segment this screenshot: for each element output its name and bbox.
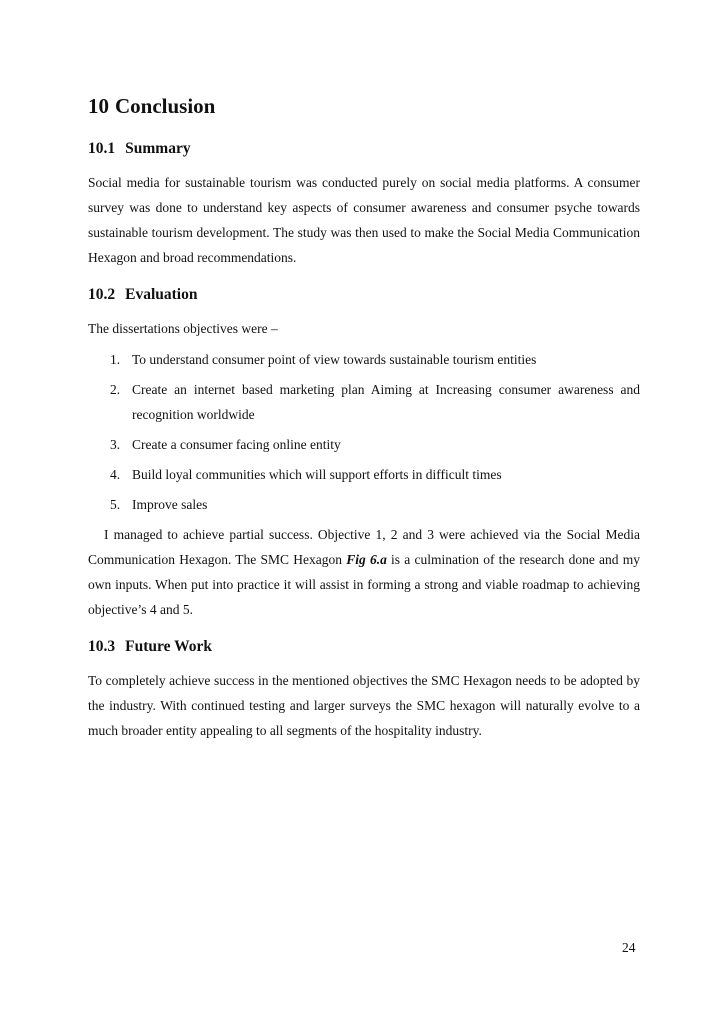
summary-section	[88, 138, 640, 270]
list-marker: 4.	[110, 467, 121, 482]
list-marker: 3.	[110, 437, 121, 452]
list-marker: 5.	[110, 497, 121, 512]
chapter-number: 10	[88, 94, 109, 118]
future-work-heading	[88, 636, 640, 658]
list-item-text: Build loyal communities which will support efforts in difficult times	[132, 467, 502, 482]
list-marker: 1.	[110, 352, 121, 367]
list-item-text: Create an internet based marketing plan Aiming at Increasing consumer awareness and recognition worldwide	[132, 382, 640, 422]
list-item	[88, 377, 640, 427]
objectives-list	[88, 347, 640, 517]
future-work-number: 10.3	[88, 638, 116, 655]
chapter-heading	[88, 92, 640, 120]
evaluation-conclusion-part1: I managed to achieve partial success. Objective 1, 2 and 3 were achieved via the Social Media Communication Hexagon. The SMC Hexagon	[88, 527, 640, 567]
future-work-title: Future Work	[125, 638, 212, 655]
evaluation-title: Evaluation	[125, 286, 198, 303]
list-item-text: To understand consumer point of view towards sustainable tourism entities	[132, 352, 537, 367]
page-number: 24	[622, 940, 636, 955]
list-item	[88, 432, 640, 457]
list-marker: 2.	[110, 382, 121, 397]
evaluation-number: 10.2	[88, 286, 116, 303]
summary-title: Summary	[125, 140, 191, 157]
summary-heading	[88, 138, 640, 160]
summary-number: 10.1	[88, 140, 116, 157]
chapter-title: Conclusion	[115, 94, 216, 118]
list-item	[88, 347, 640, 372]
list-item-text: Improve sales	[132, 497, 208, 512]
future-work-paragraph: To completely achieve success in the mentioned objectives the SMC Hexagon needs to be adopted by the industry. With continued testing and larger surveys the SMC hexagon will naturally evolve to a much broader entity appealing to all segments of the hospitality industry.	[88, 673, 640, 738]
list-item-text: Create a consumer facing online entity	[132, 437, 341, 452]
evaluation-intro: The dissertations objectives were –	[88, 321, 278, 336]
figure-reference: Fig 6.a	[346, 552, 387, 567]
page-content	[88, 92, 640, 753]
evaluation-conclusion-part2: is a culmination of the research done and my own inputs. When put into practice it will assist in forming a strong and viable roadmap to achieving objective’s 4 and 5.	[88, 552, 641, 617]
evaluation-conclusion-paragraph	[88, 522, 640, 622]
evaluation-section	[88, 284, 640, 622]
evaluation-heading	[88, 284, 640, 306]
list-item	[88, 492, 640, 517]
list-item	[88, 462, 640, 487]
future-work-section	[88, 636, 640, 743]
summary-paragraph: Social media for sustainable tourism was conducted purely on social media platforms. A consumer survey was done to understand key aspects of consumer awareness and consumer psyche towards sustainable tourism development. The study was then used to make the Social Media Communication Hexagon and broad recommendations.	[88, 175, 640, 265]
